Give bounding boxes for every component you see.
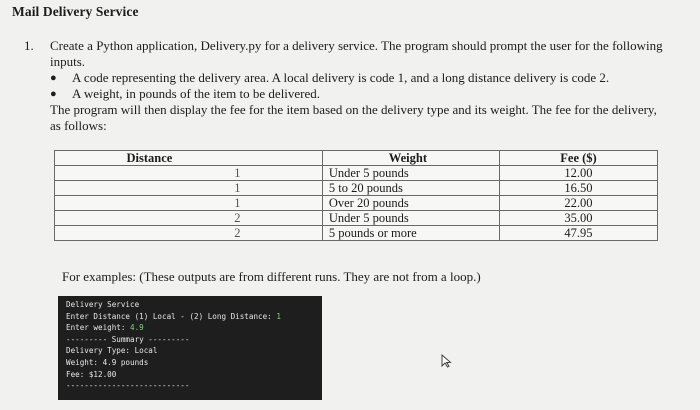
table-row: [55, 211, 658, 226]
table-header-row: [55, 151, 658, 166]
fee-table: [54, 150, 658, 241]
table-row: [55, 166, 658, 181]
question-number: 1.: [24, 38, 34, 53]
cell-weight: Over 20 pounds: [322, 196, 499, 211]
console-line: Weight: 4.9 pounds: [66, 357, 149, 367]
cell-fee: 22.00: [499, 196, 657, 211]
list-item: [50, 70, 664, 86]
cell-fee: 12.00: [499, 166, 657, 181]
cell-distance: 1: [55, 166, 323, 181]
examples-note: For examples: (These outputs are from different runs. They are not from a loop.): [62, 269, 481, 284]
console-output: [58, 296, 322, 400]
console-line: ---------------------------: [66, 381, 190, 391]
list-item: [50, 86, 664, 102]
console-line: Enter Distance (1) Local - (2) Long Distance:: [66, 311, 277, 321]
table-row: [55, 226, 658, 241]
console-line: Enter weight:: [66, 323, 131, 333]
cell-weight: 5 pounds or more: [322, 226, 499, 241]
cell-weight: 5 to 20 pounds: [322, 181, 499, 196]
cell-weight: Under 5 pounds: [322, 166, 499, 181]
bullet-text: A code representing the delivery area. A local delivery is code 1, and a long distance delivery is code 2.: [72, 70, 610, 85]
cell-fee: 47.95: [499, 226, 657, 241]
question-block: [24, 38, 664, 134]
table-row: [55, 196, 658, 211]
bullet-text: A weight, in pounds of the item to be delivered.: [72, 86, 321, 101]
header-fee: Fee ($): [499, 151, 657, 166]
page-title: Mail Delivery Service: [12, 4, 139, 19]
cell-fee: 35.00: [499, 211, 657, 226]
header-distance: Distance: [55, 151, 323, 166]
console-line: Fee: $12.00: [66, 369, 117, 379]
console-input: 1: [276, 311, 281, 321]
header-weight: Weight: [322, 151, 499, 166]
cell-distance: 2: [55, 226, 323, 241]
bullet-icon: ●: [50, 72, 57, 84]
cell-distance: 1: [55, 196, 323, 211]
console-line: Delivery Type: Local: [66, 346, 158, 356]
console-input: 4.9: [130, 323, 144, 333]
cell-distance: 2: [55, 211, 323, 226]
bullet-icon: ●: [50, 88, 57, 100]
console-line: Delivery Service: [66, 300, 140, 309]
question-paragraph: The program will then display the fee for the item based on the delivery type and its weight. The fee for the delivery, as follows:: [50, 102, 657, 133]
cell-distance: 1: [55, 181, 323, 196]
table-row: [55, 181, 658, 196]
question-intro: Create a Python application, Delivery.py for a delivery service. The program should prompt the user for the following inputs.: [50, 38, 663, 69]
mouse-cursor-icon: [441, 354, 453, 368]
cell-weight: Under 5 pounds: [322, 211, 499, 226]
input-bullet-list: [24, 70, 664, 102]
console-line: --------- Summary ---------: [66, 334, 190, 344]
cell-fee: 16.50: [499, 181, 657, 196]
